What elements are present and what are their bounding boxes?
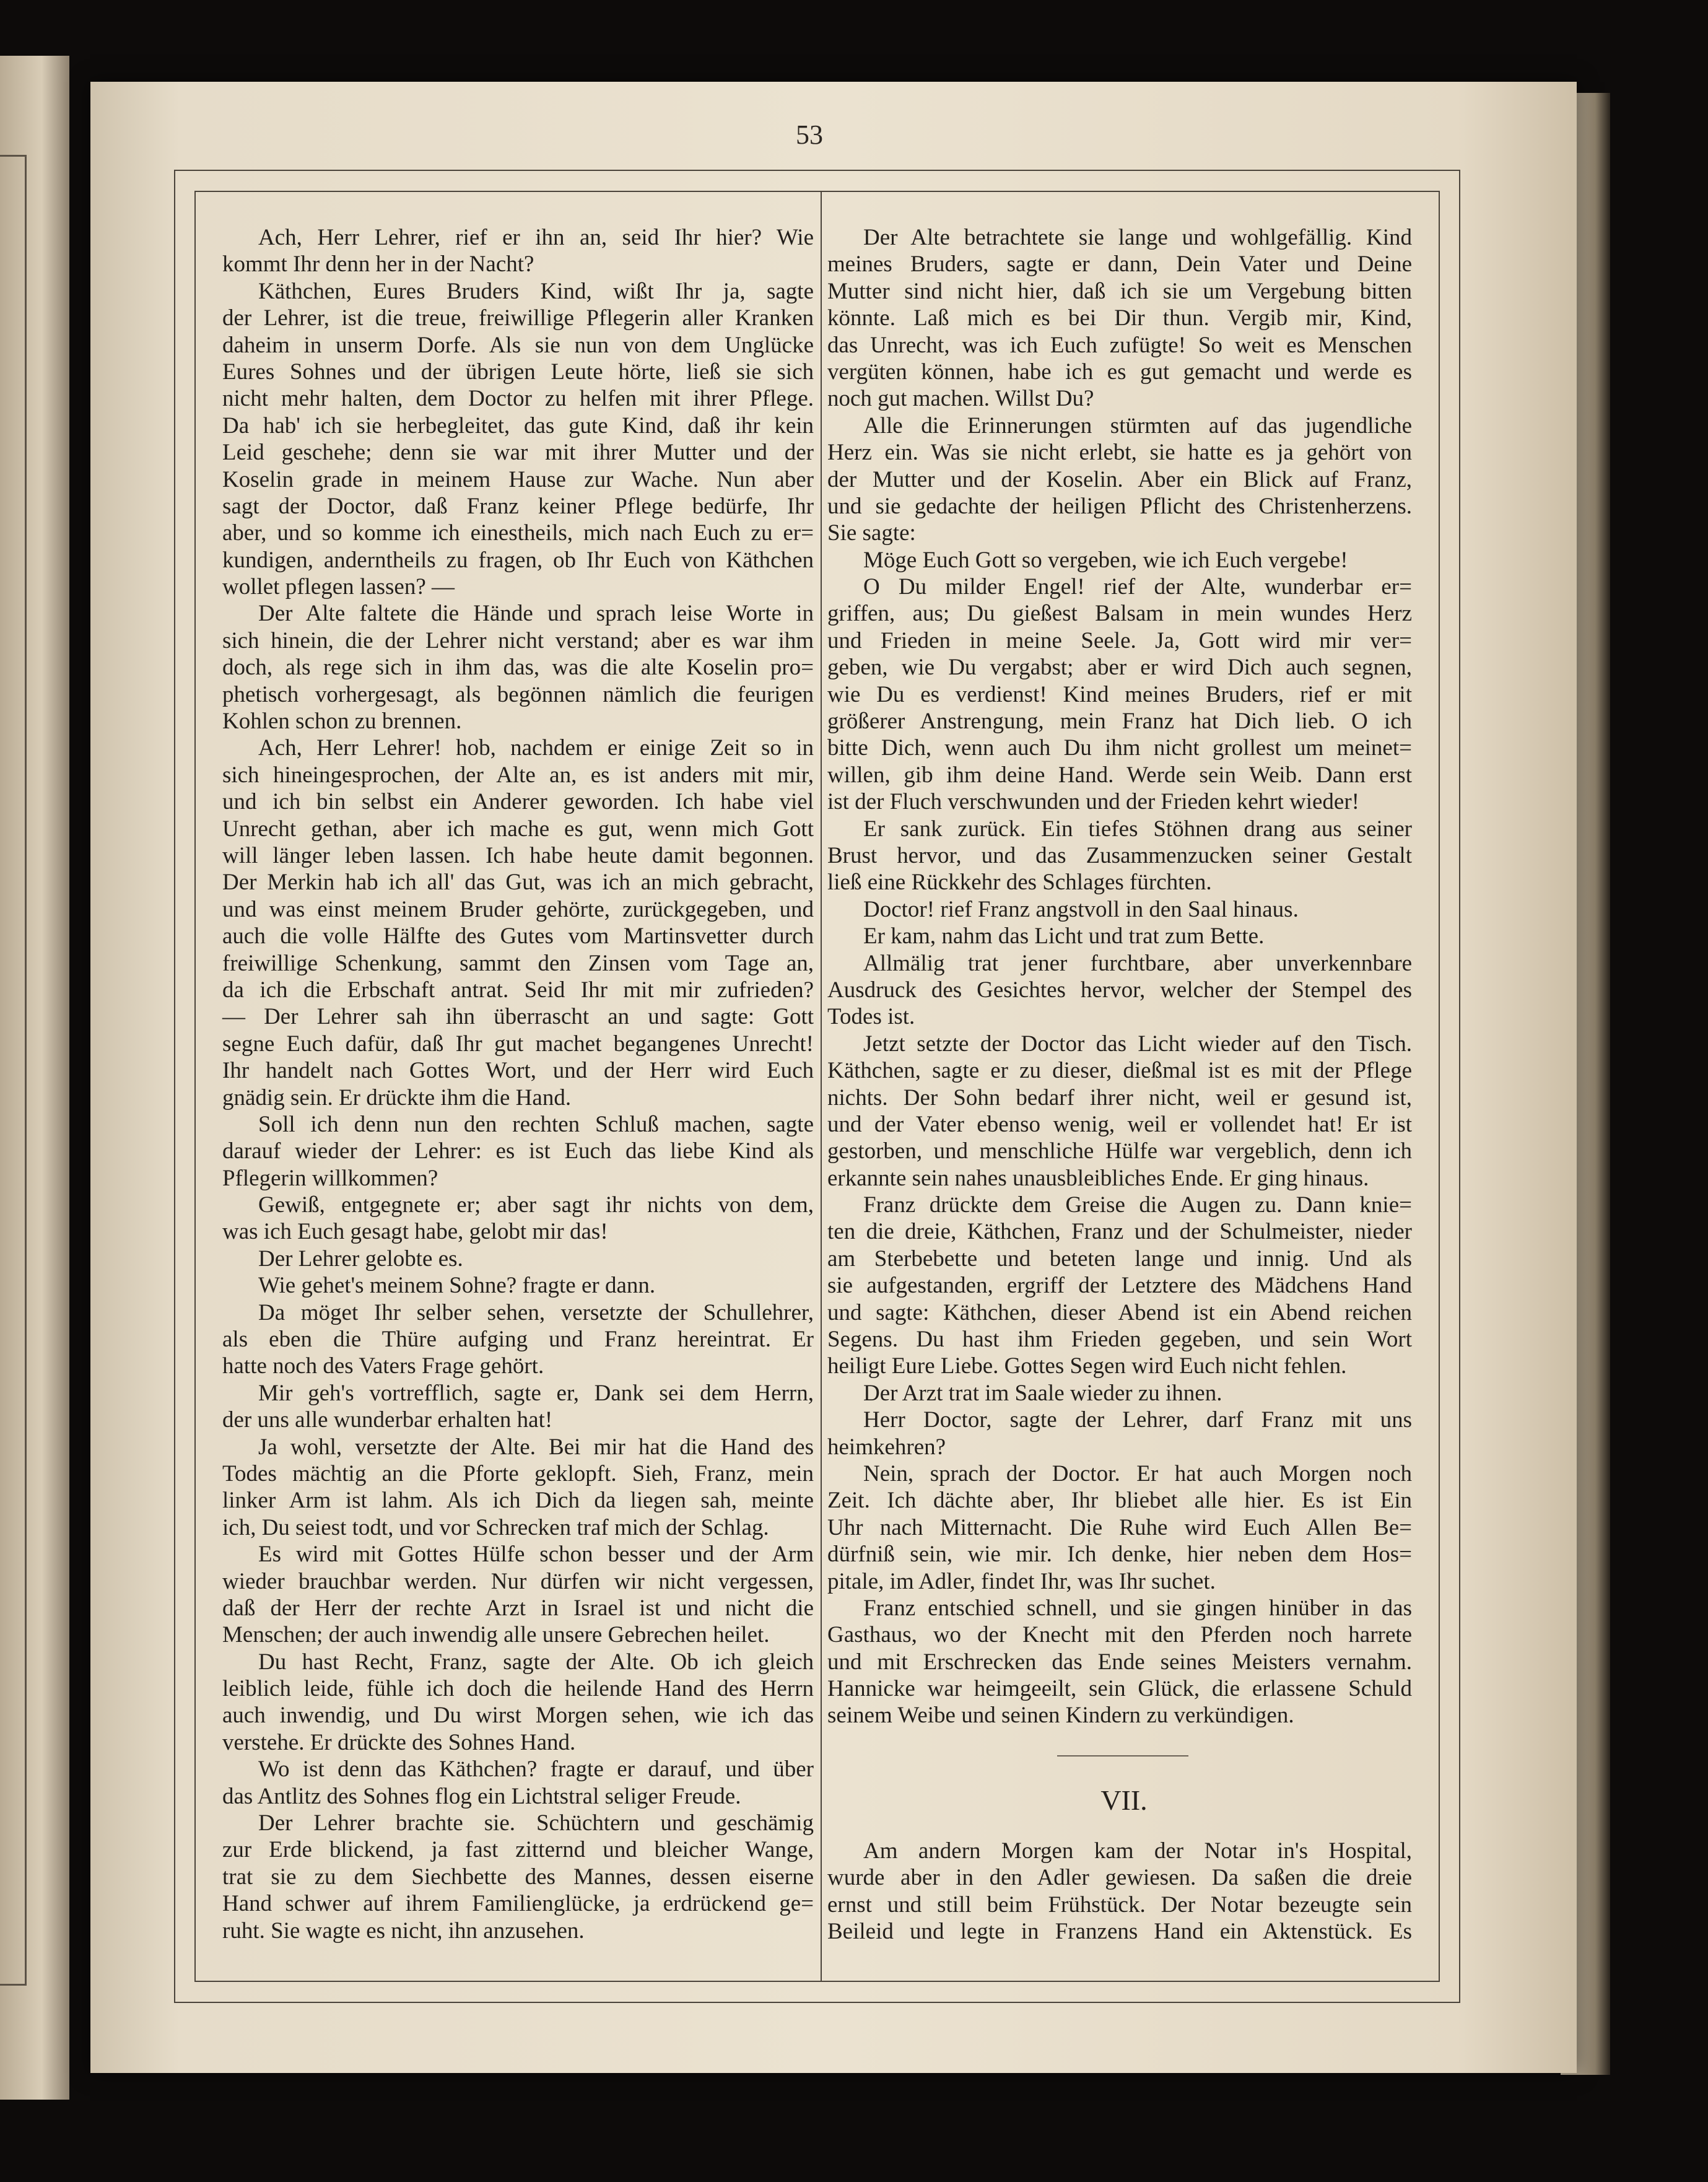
text-line: Todes ist. xyxy=(827,1004,915,1030)
text-line: darauf wieder der Lehrer: es ist Euch das liebe Kind als xyxy=(222,1138,814,1164)
text-line: ten die dreie, Käthchen, Franz und der Schulmeister, nieder xyxy=(827,1219,1412,1245)
text-line: und ich bin selbst ein Anderer geworden. Ich habe viel xyxy=(222,789,814,815)
text-line: könnte. Laß mich es bei Dir thun. Vergib mir, Kind, xyxy=(827,305,1412,331)
left-column xyxy=(222,224,814,1944)
text-line: ließ eine Rückkehr des Schlages fürchten. xyxy=(827,870,1212,896)
section-vii-text xyxy=(827,1838,1412,1945)
text-line: gestorben, und menschliche Hülfe war vergeblich, denn ich xyxy=(827,1138,1412,1164)
text-line: heiligt Eure Liebe. Gottes Segen wird Euch nicht fehlen. xyxy=(827,1353,1347,1379)
text-line: Herr Doctor, sagte der Lehrer, darf Franz mit uns xyxy=(863,1407,1412,1433)
text-line: nicht mehr halten, dem Doctor zu helfen mit ihrer Pflege. xyxy=(222,386,814,412)
paragraph xyxy=(827,1192,1412,1380)
paragraph xyxy=(222,1299,814,1380)
facing-page-edge xyxy=(0,56,69,2100)
text-line: und was einst meinem Bruder gehörte, zurückgegeben, und xyxy=(222,896,814,922)
paragraph xyxy=(222,1246,814,1272)
facing-page-frame xyxy=(0,155,27,1986)
text-line: phetisch vorhergesagt, als begönnen nämlich die feurigen xyxy=(222,681,814,707)
text-line: Uhr nach Mitternacht. Die Ruhe wird Euch Allen Be= xyxy=(827,1514,1412,1540)
text-line: sich hineingesprochen, der Alte an, es ist anders mit mir, xyxy=(222,762,814,788)
text-line: trat sie zu dem Siechbette des Mannes, dessen eiserne xyxy=(222,1864,814,1890)
text-line: Ihr handelt nach Gottes Wort, und der Herr wird Euch xyxy=(222,1058,814,1084)
text-line: Am andern Morgen kam der Notar in's Hospital, xyxy=(863,1838,1412,1864)
text-line: größerer Anstrengung, mein Franz hat Dich lieb. O ich xyxy=(827,709,1412,735)
text-line: Soll ich denn nun den rechten Schluß machen, sagte xyxy=(258,1111,814,1137)
paragraph xyxy=(222,1756,814,1810)
text-line: auch die volle Hälfte des Gutes vom Martinsvetter durch xyxy=(222,923,814,949)
paragraph xyxy=(827,1595,1412,1729)
text-line: Gewiß, entgegnete er; aber sagt ihr nichts von dem, xyxy=(258,1192,814,1218)
text-line: wie Du es verdienst! Kind meines Bruders, rief er mit xyxy=(827,681,1412,707)
text-line: Alle die Erinnerungen stürmten auf das jugendliche xyxy=(863,412,1412,439)
text-line: Da möget Ihr selber sehen, versetzte der Schullehrer, xyxy=(258,1299,814,1325)
text-line: erkannte sein nahes unausbleibliches Ende. Er ging hinaus. xyxy=(827,1165,1369,1191)
text-line: Mutter sind nicht hier, daß ich sie um Vergebung bitten xyxy=(827,278,1412,304)
text-line: das Antlitz des Sohnes flog ein Lichtstral seliger Freude. xyxy=(222,1783,741,1809)
paragraph xyxy=(827,1380,1412,1407)
paragraph xyxy=(222,1111,814,1192)
text-line: Leid geschehe; denn sie war mit ihrer Mutter und der xyxy=(222,440,814,466)
text-line: Käthchen, Eures Bruders Kind, wißt Ihr ja, sagte xyxy=(258,278,814,304)
text-line: Jetzt setzte der Doctor das Licht wieder auf den Tisch. xyxy=(863,1031,1412,1057)
text-line: Allmälig trat jener furchtbare, aber unverkennbare xyxy=(863,950,1412,976)
text-line: Der Lehrer brachte sie. Schüchtern und geschämig xyxy=(258,1810,814,1836)
text-line: wurde aber in den Adler gewiesen. Da saßen die dreie xyxy=(827,1865,1412,1891)
text-line: Pflegerin willkommen? xyxy=(222,1165,438,1191)
text-line: gnädig sein. Er drückte ihm die Hand. xyxy=(222,1084,572,1111)
text-line: heimkehren? xyxy=(827,1434,946,1460)
paragraph xyxy=(222,735,814,1111)
paragraph xyxy=(827,1838,1412,1945)
text-line: Ach, Herr Lehrer, rief er ihn an, seid Ihr hier? Wie xyxy=(258,225,814,250)
section-heading: VII. xyxy=(1100,1784,1148,1816)
text-line: — Der Lehrer sah ihn überrascht an und sagte: Gott xyxy=(222,1004,814,1030)
text-line: Unrecht gethan, aber ich mache es gut, wenn mich Gott xyxy=(222,816,814,842)
text-line: Wie gehet's meinem Sohne? fragte er dann. xyxy=(258,1273,656,1299)
paragraph xyxy=(222,1434,814,1542)
text-line: und mit Erschrecken das Ende seines Meisters vernahm. xyxy=(827,1649,1412,1675)
text-line: auch inwendig, und Du wirst Morgen sehen, wie ich das xyxy=(222,1703,814,1729)
text-line: ich, Du seiest todt, und vor Schrecken traf mich der Schlag. xyxy=(222,1514,769,1540)
text-line: Es wird mit Gottes Hülfe schon besser und der Arm xyxy=(258,1542,814,1568)
text-line: kundigen, anderntheils zu fragen, ob Ihr Euch von Käthchen xyxy=(222,547,814,573)
text-line: verstehe. Er drückte des Sohnes Hand. xyxy=(222,1729,576,1755)
paragraph xyxy=(222,1810,814,1944)
text-line: kommt Ihr denn her in der Nacht? xyxy=(222,251,534,277)
paragraph xyxy=(222,224,814,278)
text-line: Doctor! rief Franz angstvoll in den Saal hinaus. xyxy=(863,896,1299,922)
text-line: aber, und so komme ich einestheils, mich nach Euch zu er= xyxy=(222,520,814,546)
text-line: Da hab' ich sie herbegleitet, das gute Kind, daß ihr kein xyxy=(222,412,814,439)
text-line: der uns alle wunderbar erhalten hat! xyxy=(222,1407,553,1433)
text-line: der Lehrer, ist die treue, freiwillige Pflegerin aller Kranken xyxy=(222,305,814,331)
text-line: Der Arzt trat im Saale wieder zu ihnen. xyxy=(863,1380,1222,1406)
paragraph xyxy=(827,412,1412,547)
text-line: sagt der Doctor, daß Franz keiner Pflege bedürfe, Ihr xyxy=(222,493,814,519)
text-line: griffen, aus; Du gießest Balsam in mein wundes Herz xyxy=(827,601,1412,627)
text-line: ruht. Sie wagte es nicht, ihn anzusehen. xyxy=(222,1918,585,1944)
text-line: Er kam, nahm das Licht und trat zum Bette. xyxy=(863,923,1265,949)
paragraph xyxy=(222,278,814,601)
text-line: Ach, Herr Lehrer! hob, nachdem er einige Zeit so in xyxy=(258,735,814,761)
text-line: Franz drückte dem Greise die Augen zu. Dann knie= xyxy=(863,1192,1412,1218)
paragraph xyxy=(827,816,1412,896)
text-line: will länger leben lassen. Ich habe heute damit begonnen. xyxy=(222,842,814,868)
text-line: doch, als rege sich in ihm das, was die alte Koselin pro= xyxy=(222,655,814,681)
text-line: sie aufgestanden, ergriff der Letztere des Mädchens Hand xyxy=(827,1273,1412,1299)
paragraph xyxy=(827,574,1412,816)
text-line: Du hast Recht, Franz, sagte der Alte. Ob ich gleich xyxy=(258,1649,814,1675)
text-line: am Sterbebette und beteten lange und innig. Und als xyxy=(827,1246,1412,1272)
text-line: Hand schwer auf ihrem Familienglücke, ja erdrückend ge= xyxy=(222,1891,814,1917)
text-line: daß der Herr der rechte Arzt in Israel ist und nicht die xyxy=(222,1595,814,1621)
text-line: das Unrecht, was ich Euch zufügte! So weit es Menschen xyxy=(827,332,1412,358)
text-line: Mir geh's vortrefflich, sagte er, Dank sei dem Herrn, xyxy=(258,1380,814,1406)
paragraph xyxy=(827,1031,1412,1192)
text-line: Der Lehrer gelobte es. xyxy=(258,1246,463,1272)
text-line: was ich Euch gesagt habe, gelobt mir das! xyxy=(222,1219,608,1245)
paragraph xyxy=(827,950,1412,1031)
text-line: hatte noch des Vaters Frage gehört. xyxy=(222,1353,544,1379)
text-line: Gasthaus, wo der Knecht mit den Pferden noch harrete xyxy=(827,1622,1412,1648)
text-line: Der Alte betrachtete sie lange und wohlgefällig. Kind xyxy=(863,225,1412,250)
paragraph xyxy=(827,224,1412,412)
paragraph xyxy=(222,1192,814,1246)
text-line: O Du milder Engel! rief der Alte, wunderbar er= xyxy=(863,574,1412,600)
text-line: da ich die Erbschaft antrat. Seid Ihr mit mir zufrieden? xyxy=(222,977,814,1003)
text-line: Der Merkin hab ich all' das Gut, was ich an mich gebracht, xyxy=(222,870,814,896)
text-line: und der Vater ebenso wenig, weil er vollendet hat! Er ist xyxy=(827,1111,1412,1137)
text-line: sich hinein, die der Lehrer nicht verstand; aber es war ihm xyxy=(222,627,814,653)
paragraph xyxy=(222,1272,814,1299)
text-line: Hannicke war heimgeeilt, sein Glück, die erlassene Schuld xyxy=(827,1676,1412,1702)
column-divider xyxy=(821,191,822,1982)
text-line: Käthchen, sagte er zu dieser, dießmal ist es mit der Pflege xyxy=(827,1058,1412,1084)
text-line: als eben die Thüre aufging und Franz hereintrat. Er xyxy=(222,1327,814,1353)
text-line: Ja wohl, versetzte der Alte. Bei mir hat die Hand des xyxy=(258,1434,814,1460)
text-line: Menschen; der auch inwendig alle unsere Gebrechen heilet. xyxy=(222,1622,770,1648)
paragraph xyxy=(222,1380,814,1434)
paragraph xyxy=(827,1407,1412,1460)
right-column xyxy=(827,224,1412,1729)
text-line: willen, gib ihm deine Hand. Werde sein Weib. Dann erst xyxy=(827,762,1412,788)
text-line: Segens. Du hast ihm Frieden gegeben, und sein Wort xyxy=(827,1327,1412,1353)
paragraph xyxy=(222,600,814,735)
text-line: nichts. Der Sohn bedarf ihrer nicht, weil er gesund ist, xyxy=(827,1084,1412,1111)
text-line: der Mutter und der Koselin. Aber ein Blick auf Franz, xyxy=(827,466,1412,492)
text-line: leiblich leide, fühle ich doch die heilende Hand des Herrn xyxy=(222,1676,814,1702)
text-line: segne Euch dafür, daß Ihr gut machet begangenes Unrecht! xyxy=(222,1031,814,1057)
text-line: Er sank zurück. Ein tiefes Stöhnen drang aus seiner xyxy=(863,816,1412,842)
text-line: geben, wie Du vergabst; aber er wird Dich auch segnen, xyxy=(827,655,1412,681)
text-line: bitte Dich, wenn auch Du ihm nicht grollest um meinet= xyxy=(827,735,1412,761)
paragraph xyxy=(827,896,1412,923)
text-line: zur Erde blickend, ja fast zitternd und bleicher Wange, xyxy=(222,1837,814,1863)
text-line: Kohlen schon zu brennen. xyxy=(222,709,462,735)
text-line: meines Bruders, sagte er dann, Dein Vater und Deine xyxy=(827,251,1412,277)
text-line: und sie gedachte der heiligen Pflicht des Christenherzens. xyxy=(827,493,1412,519)
text-line: noch gut machen. Willst Du? xyxy=(827,386,1094,412)
text-line: Der Alte faltete die Hände und sprach leise Worte in xyxy=(258,601,814,627)
text-line: Nein, sprach der Doctor. Er hat auch Morgen noch xyxy=(863,1460,1412,1486)
text-line: wieder brauchbar werden. Nur dürfen wir nicht vergessen, xyxy=(222,1568,814,1594)
text-line: dürfniß sein, wie mir. Ich denke, hier neben dem Hos= xyxy=(827,1542,1412,1568)
text-line: pitale, im Adler, findet Ihr, was Ihr suchet. xyxy=(827,1568,1216,1594)
section-divider xyxy=(1057,1755,1188,1757)
text-line: Koselin grade in meinem Hause zur Wache. Nun aber xyxy=(222,466,814,492)
text-line: Beileid und legte in Franzens Hand ein Aktenstück. Es xyxy=(827,1919,1412,1945)
text-line: freiwillige Schenkung, sammt den Zinsen vom Tage an, xyxy=(222,950,814,976)
text-line: Eures Sohnes und der übrigen Leute hörte, ließ sie sich xyxy=(222,359,814,385)
paragraph xyxy=(222,1541,814,1649)
text-line: Zeit. Ich dächte aber, Ihr bliebet alle hier. Es ist Ein xyxy=(827,1488,1412,1514)
text-line: ist der Fluch verschwunden und der Frieden kehrt wieder! xyxy=(827,789,1359,815)
text-line: daheim in unserm Dorfe. Als sie nun von dem Unglücke xyxy=(222,332,814,358)
text-line: linker Arm ist lahm. Als ich Dich da liegen sah, meinte xyxy=(222,1488,814,1514)
text-line: Wo ist denn das Käthchen? fragte er darauf, und über xyxy=(258,1757,814,1783)
paragraph xyxy=(222,1649,814,1757)
text-line: Franz entschied schnell, und sie gingen hinüber in das xyxy=(863,1595,1412,1621)
text-line: Möge Euch Gott so vergeben, wie ich Euch vergebe! xyxy=(863,547,1348,573)
text-line: vergüten können, habe ich es gut gemacht und werde es xyxy=(827,359,1412,385)
page-number: 53 xyxy=(796,120,823,150)
paragraph xyxy=(827,1460,1412,1595)
text-line: seinem Weibe und seinen Kindern zu verkündigen. xyxy=(827,1703,1294,1729)
text-line: ernst und still beim Frühstück. Der Notar bezeugte sein xyxy=(827,1892,1412,1918)
text-line: Brust hervor, und das Zusammenzucken seiner Gestalt xyxy=(827,842,1412,868)
text-line: Sie sagte: xyxy=(827,520,916,546)
text-line: Todes mächtig an die Pforte geklopft. Sieh, Franz, mein xyxy=(222,1460,814,1486)
text-line: wollet pflegen lassen? — xyxy=(222,574,455,600)
paragraph xyxy=(827,923,1412,949)
text-line: und sagte: Käthchen, dieser Abend ist ein Abend reichen xyxy=(827,1299,1412,1325)
text-line: Herz ein. Was sie nicht erlebt, sie hatte es ja gehört von xyxy=(827,440,1412,466)
text-line: und Frieden in meine Seele. Ja, Gott wird mir ver= xyxy=(827,627,1412,653)
paragraph xyxy=(827,547,1412,574)
text-line: Ausdruck des Gesichtes hervor, welcher der Stempel des xyxy=(827,977,1412,1003)
